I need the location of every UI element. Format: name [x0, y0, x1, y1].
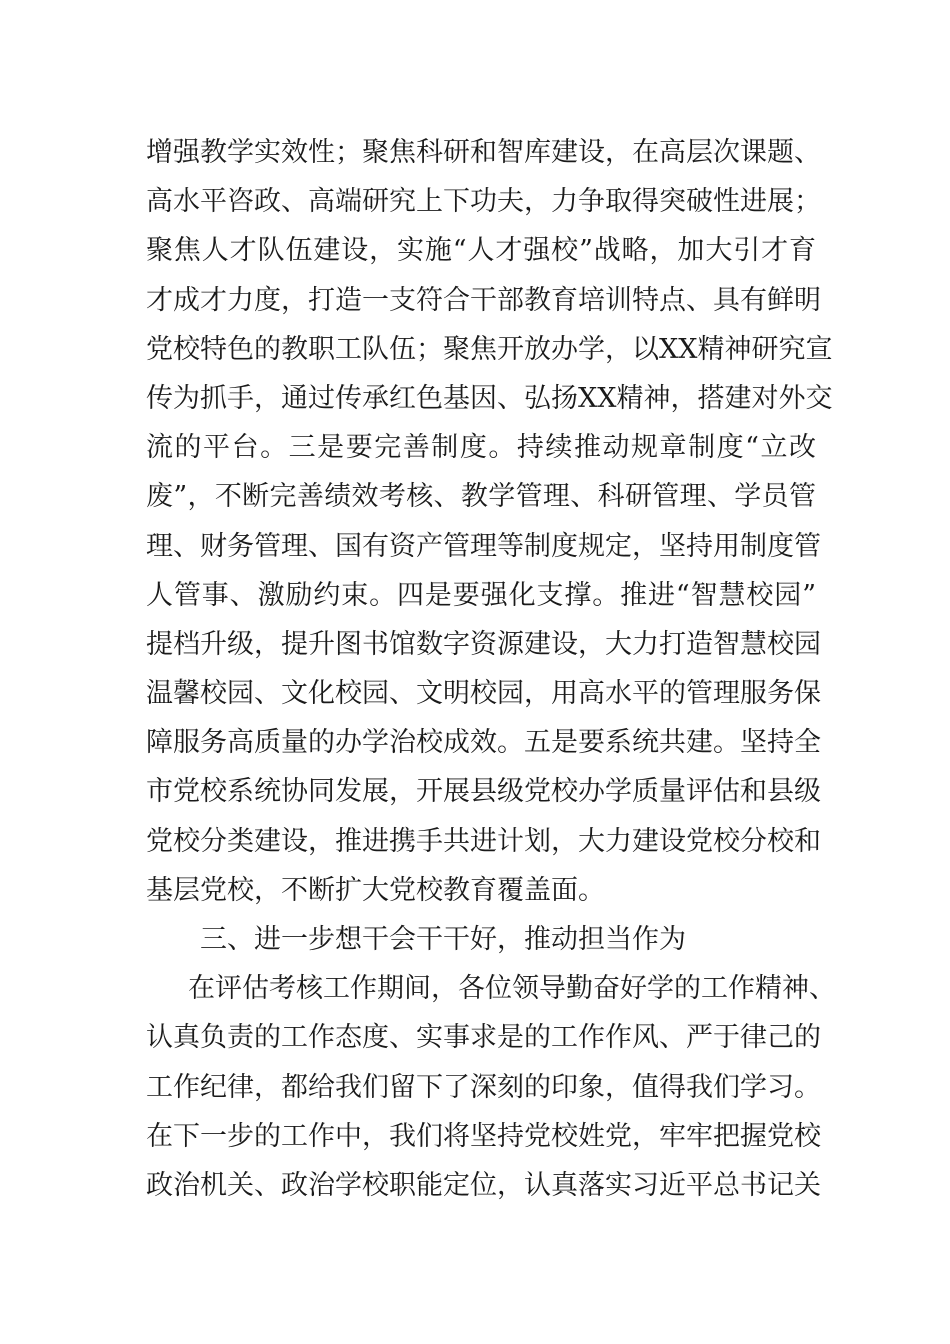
paragraph-line: 增强教学实效性；聚焦科研和智库建设，在高层次课题、: [146, 137, 821, 168]
paragraph-line: 在下一步的工作中，我们将坚持党校姓党，牢牢把握党校: [146, 1120, 821, 1152]
paragraph-line: 基层党校，不断扩大党校教育覆盖面。: [146, 874, 605, 906]
paragraph-line: 政治机关、政治学校职能定位，认真落实习近平总书记关: [146, 1169, 821, 1201]
paragraph-line: 在评估考核工作期间，各位领导勤奋好学的工作精神、: [188, 973, 836, 1005]
paragraph-line: 废”，不断完善绩效考核、教学管理、科研管理、学员管: [146, 481, 816, 513]
paragraph-line: 提档升级，提升图书馆数字资源建设，大力打造智慧校园: [146, 628, 821, 660]
document-body: [146, 128, 836, 1210]
paragraph-line: 温馨校园、文化校园、文明校园，用高水平的管理服务保: [146, 678, 821, 710]
paragraph-line: 传为抓手，通过传承红色基因、弘扬XX精神，搭建对外交: [146, 382, 833, 414]
paragraph-line: 党校分类建设，推进携手共进计划，大力建设党校分校和: [146, 825, 821, 857]
paragraph-line: 才成才力度，打造一支符合干部教育培训特点、具有鲜明: [146, 284, 821, 316]
paragraph-line: 市党校系统协同发展，开展县级党校办学质量评估和县级: [146, 776, 821, 808]
paragraph-line: 流的平台。三是要完善制度。持续推动规章制度“立改: [146, 432, 816, 464]
paragraph-line: 障服务高质量的办学治校成效。五是要系统共建。坚持全: [146, 727, 821, 759]
paragraph-line: 理、财务管理、国有资产管理等制度规定，坚持用制度管: [146, 530, 821, 562]
paragraph-line: 工作纪律，都给我们留下了深刻的印象，值得我们学习。: [146, 1071, 821, 1103]
paragraph-line: 聚焦人才队伍建设，实施“人才强校”战略，加大引才育: [146, 235, 816, 267]
paragraph-line: 认真负责的工作态度、实事求是的工作作风、严于律己的: [146, 1022, 821, 1054]
paragraph-line: 高水平咨政、高端研究上下功夫，力争取得突破性进展；: [146, 186, 821, 218]
section-heading: 三、进一步想干会干干好，推动担当作为: [200, 924, 686, 955]
paragraph-line: 人管事、激励约束。四是要强化支撑。推进“智慧校园”: [146, 579, 816, 611]
paragraph-line: 党校特色的教职工队伍；聚焦开放办学，以XX精神研究宣: [146, 333, 833, 365]
